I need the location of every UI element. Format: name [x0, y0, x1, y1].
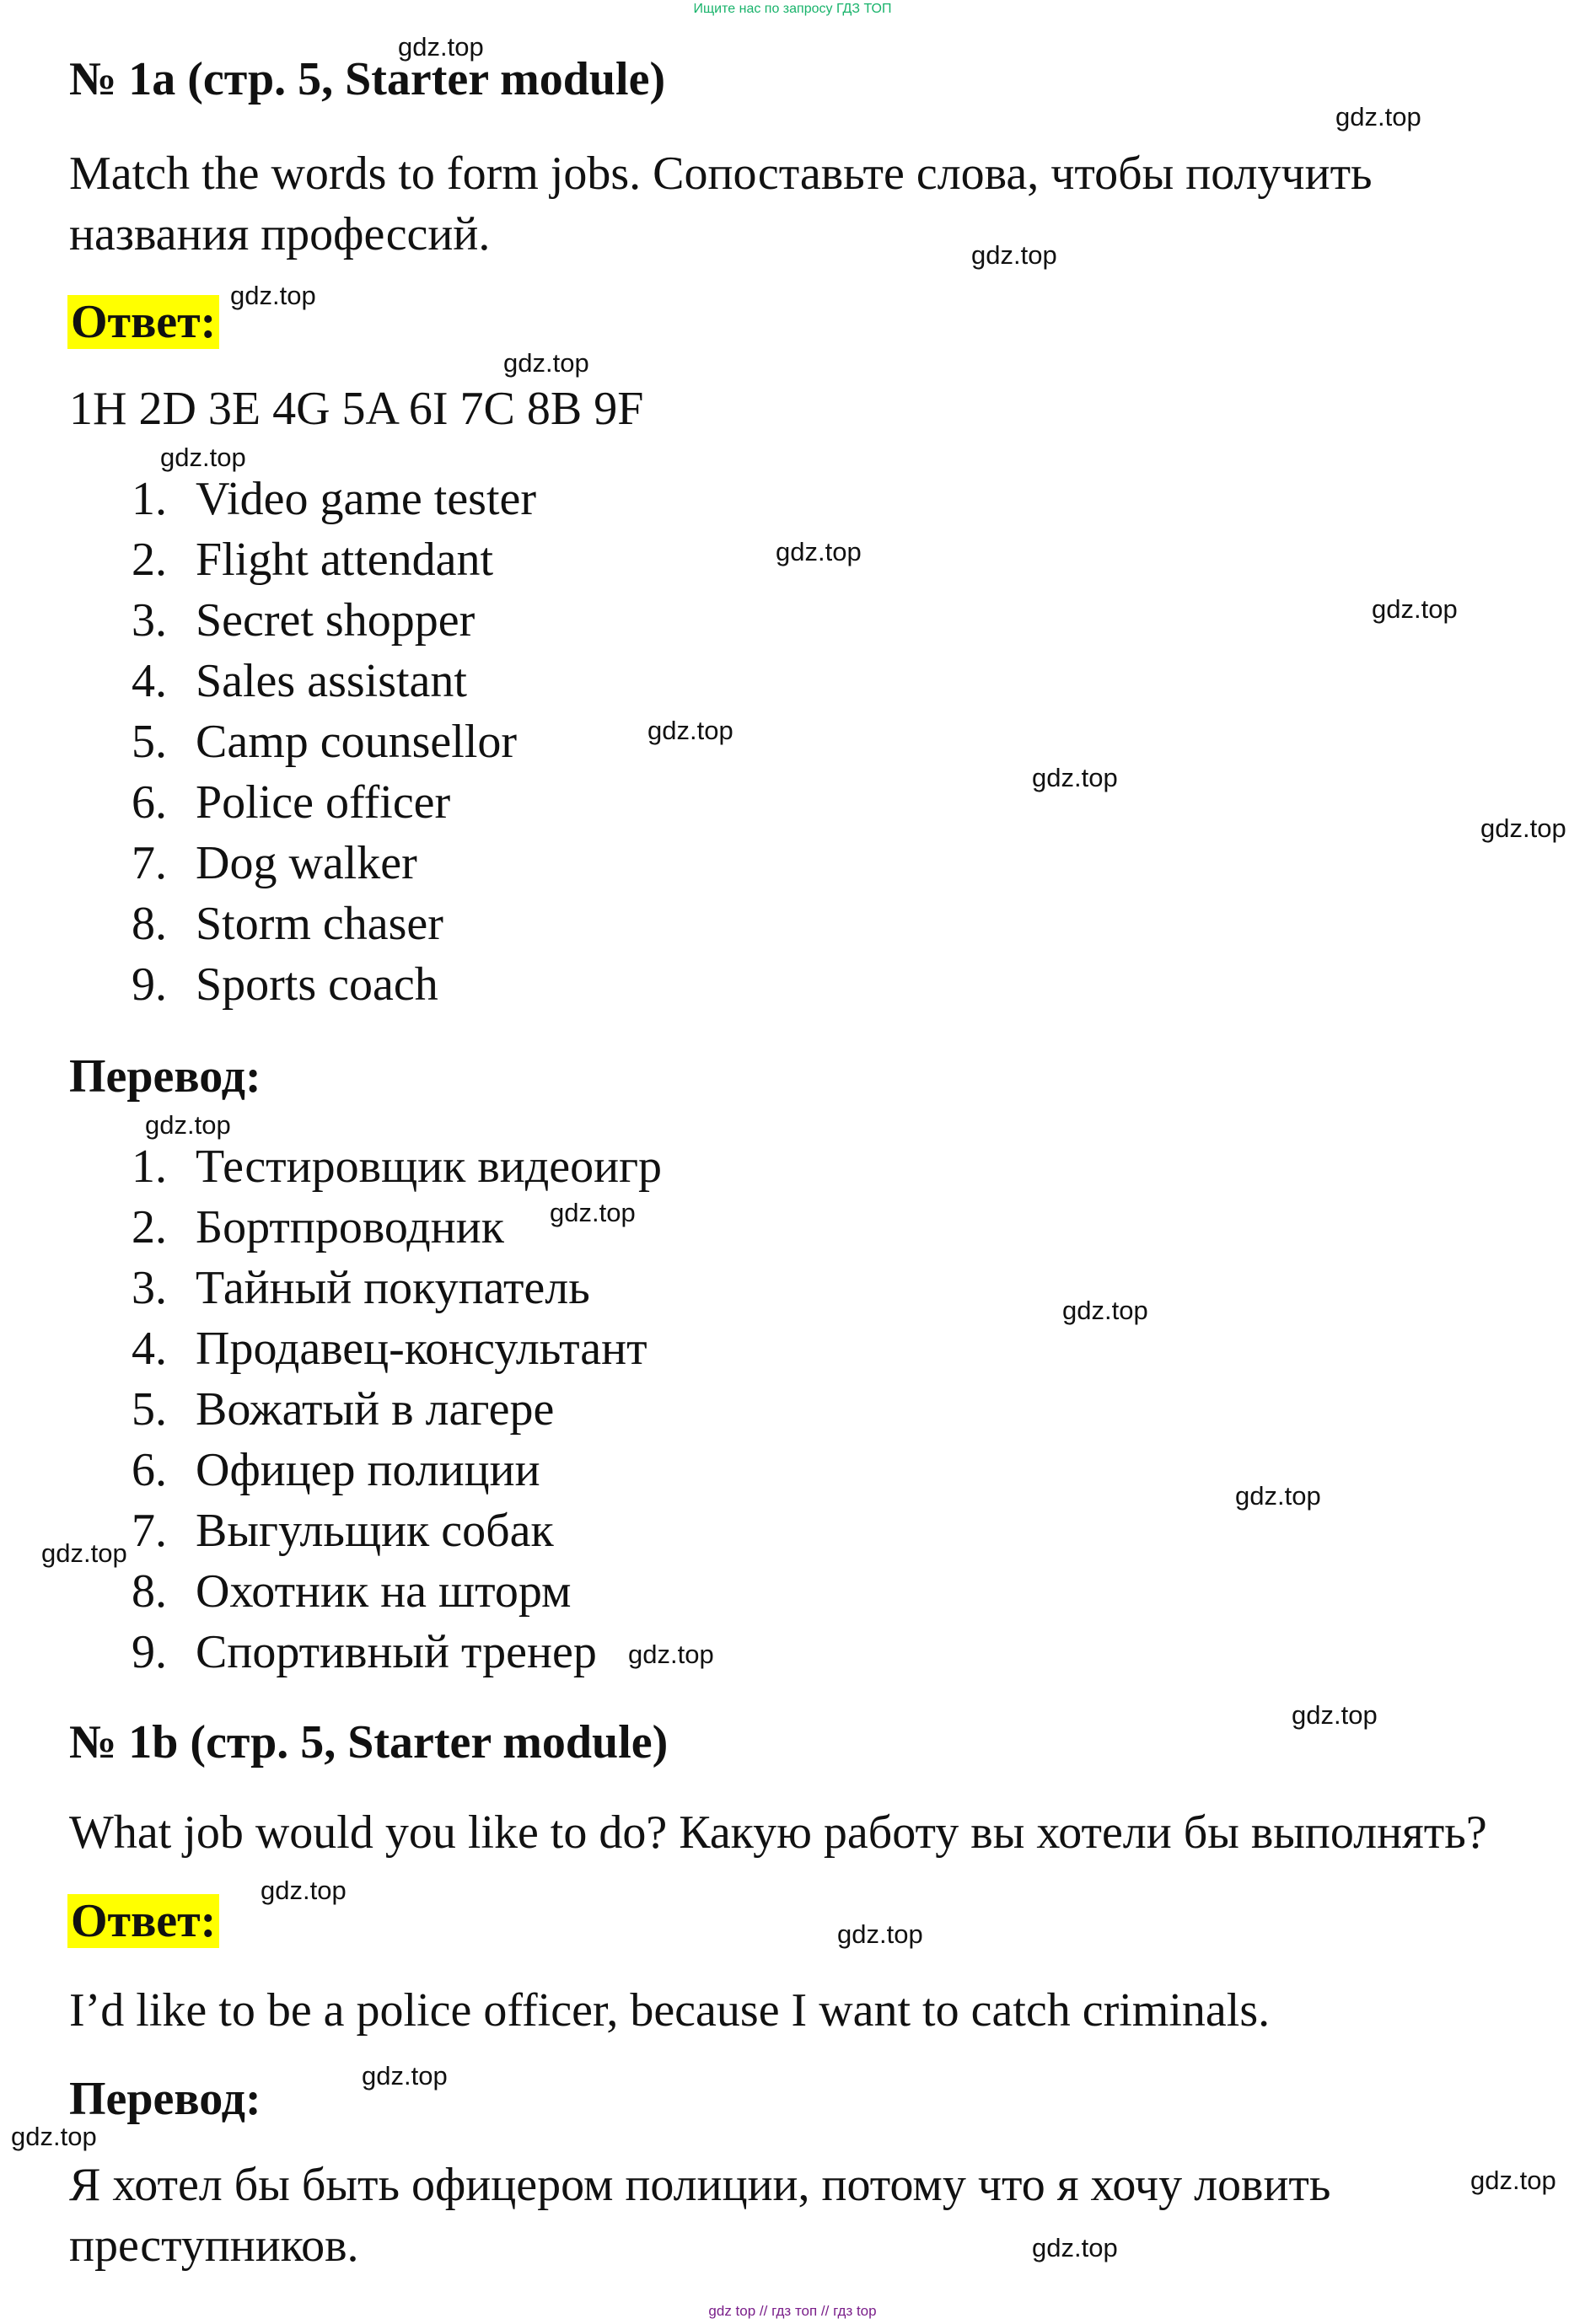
watermark: gdz.top: [230, 281, 316, 310]
task-1b-answer: I’d like to be a police officer, because I want to catch criminals.: [69, 1984, 1271, 2037]
list-item: 4. Sales assistant: [132, 655, 467, 707]
task-1a-instruction: Match the words to form jobs. Сопоставьте слова, чтобы получить названия профессий.: [69, 148, 1373, 260]
top-banner: Ищите нас по запросу ГДЗ ТОП: [693, 2, 892, 16]
watermark: gdz.top: [971, 240, 1057, 270]
watermark: gdz.top: [1032, 763, 1118, 792]
list-item: 1. Тестировщик видеоигр: [132, 1141, 663, 1193]
watermark: gdz.top: [503, 348, 589, 378]
list-item: 5. Camp counsellor: [132, 716, 518, 768]
list-item: 3. Тайный покупатель: [132, 1262, 590, 1314]
list-item: 8. Storm chaser: [132, 898, 443, 950]
task-1a-answer-label: Ответ:: [67, 295, 219, 349]
task-1a-translation-label: Перевод:: [69, 1050, 261, 1103]
footer: gdz top // гдз топ // гдз top: [708, 2303, 877, 2319]
list-item: 2. Flight attendant: [132, 534, 494, 586]
list-item: 3. Secret shopper: [132, 594, 476, 647]
watermark: gdz.top: [261, 1876, 347, 1905]
task-1b-instruction: What job would you like to do? Какую работу вы хотели бы выполнять?: [69, 1806, 1487, 1859]
watermark: gdz.top: [1062, 1296, 1148, 1325]
list-item: 7. Выгульщик собак: [132, 1505, 554, 1557]
watermark: gdz.top: [1292, 1700, 1378, 1730]
watermark: gdz.top: [647, 716, 733, 745]
list-item: 5. Вожатый в лагере: [132, 1383, 555, 1436]
task-1a-heading: № 1a (стр. 5, Starter module): [69, 53, 666, 105]
watermark: gdz.top: [1470, 2166, 1556, 2195]
list-item: 7. Dog walker: [132, 837, 417, 889]
list-item: 9. Спортивный тренер: [132, 1626, 597, 1678]
task-1b-answer-label: Ответ:: [67, 1894, 219, 1948]
watermark: gdz.top: [1335, 102, 1421, 131]
watermark: gdz.top: [550, 1198, 636, 1227]
list-item: 8. Охотник на шторм: [132, 1565, 572, 1618]
watermark: gdz.top: [160, 443, 246, 472]
task-1b-translation: Я хотел бы быть офицером полиции, потому что я хочу ловить преступников.: [69, 2159, 1331, 2272]
watermark: gdz.top: [776, 537, 862, 566]
list-item: 9. Sports coach: [132, 958, 438, 1011]
watermark: gdz.top: [1480, 813, 1566, 843]
list-item: 2. Бортпроводник: [132, 1201, 504, 1253]
watermark: gdz.top: [145, 1110, 231, 1140]
list-item: 6. Police officer: [132, 776, 451, 829]
watermark: gdz.top: [628, 1640, 714, 1669]
watermark: gdz.top: [11, 2122, 97, 2151]
list-item: 4. Продавец-консультант: [132, 1323, 647, 1375]
list-item: 1. Video game tester: [132, 473, 537, 525]
watermark: gdz.top: [41, 1538, 127, 1568]
watermark: gdz.top: [837, 1919, 923, 1949]
task-1b-translation-label: Перевод:: [69, 2073, 261, 2125]
watermark: gdz.top: [362, 2061, 448, 2091]
task-1a-answer-key: 1H 2D 3E 4G 5A 6I 7C 8B 9F: [69, 383, 644, 435]
watermark: gdz.top: [1235, 1481, 1321, 1511]
watermark: gdz.top: [1372, 594, 1458, 624]
list-item: 6. Офицер полиции: [132, 1444, 540, 1496]
watermark: gdz.top: [1032, 2233, 1118, 2262]
watermark: gdz.top: [398, 32, 484, 62]
task-1b-heading: № 1b (стр. 5, Starter module): [69, 1716, 669, 1768]
